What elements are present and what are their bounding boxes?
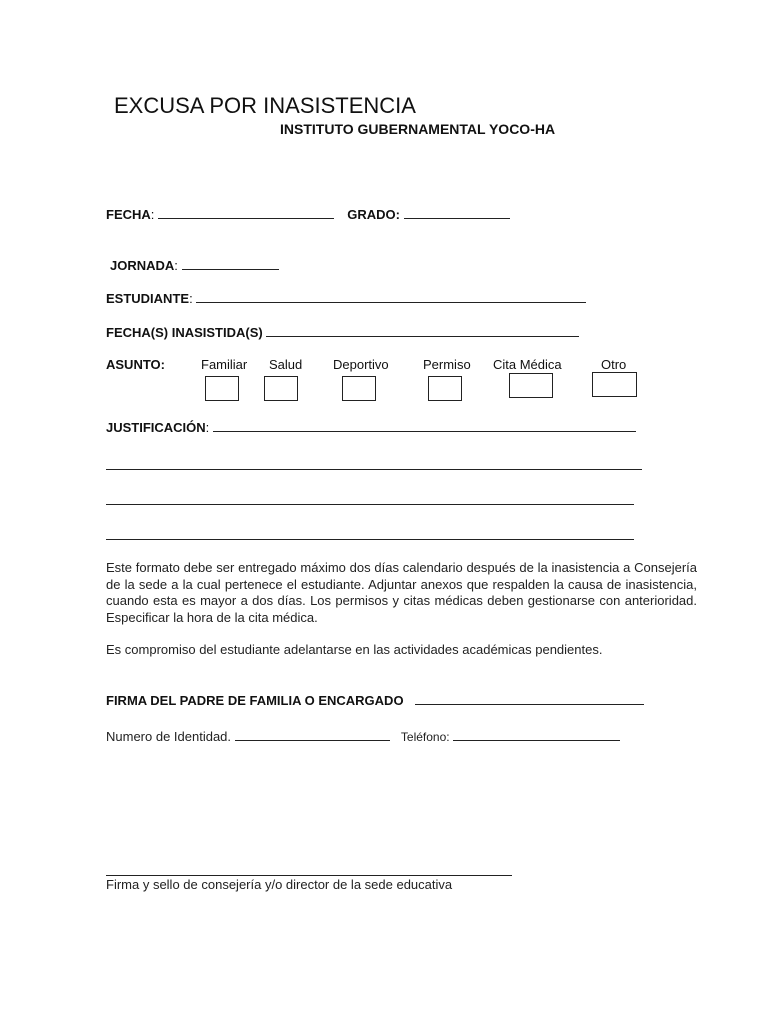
jornada-label: JORNADA <box>110 258 175 273</box>
option-familiar-label: Familiar <box>201 357 248 372</box>
justificacion-line-2[interactable] <box>106 469 642 470</box>
estudiante-field[interactable] <box>196 290 586 303</box>
fechas-inasistidas-field[interactable] <box>266 324 579 337</box>
option-salud-label: Salud <box>269 357 303 372</box>
jornada-field[interactable] <box>182 257 279 270</box>
grado-label: GRADO: <box>347 207 400 222</box>
identity-field[interactable] <box>235 728 390 741</box>
parent-signature-row <box>106 692 644 709</box>
option-permiso-label: Permiso <box>423 357 471 372</box>
option-otro-label: Otro <box>601 357 627 372</box>
jornada-row: JORNADA: <box>110 257 279 274</box>
phone-label: Teléfono: <box>400 730 450 744</box>
grado-field[interactable] <box>404 206 510 219</box>
checkbox-cita-medica[interactable] <box>509 373 553 398</box>
option-deportivo-label: Deportivo <box>333 357 389 372</box>
counselor-signature-label: Firma y sello de consejería y/o director de la sede educativa <box>106 877 453 892</box>
institution-name: INSTITUTO GUBERNAMENTAL YOCO-HA <box>280 121 556 137</box>
checkbox-salud[interactable] <box>264 376 298 401</box>
fecha-field[interactable] <box>158 206 334 219</box>
identity-label: Numero de Identidad. <box>106 729 232 744</box>
phone-field[interactable] <box>453 728 620 741</box>
fecha-label: FECHA <box>106 207 151 222</box>
parent-signature-label: FIRMA DEL PADRE DE FAMILIA O ENCARGADO <box>106 693 404 708</box>
justificacion-field[interactable] <box>213 419 636 432</box>
fecha-grado-row: FECHA: GRADO: <box>106 206 510 223</box>
estudiante-row: ESTUDIANTE: <box>106 290 586 307</box>
option-cita-medica-label: Cita Médica <box>493 357 562 372</box>
checkbox-deportivo[interactable] <box>342 376 376 401</box>
checkbox-otro[interactable] <box>592 372 637 397</box>
estudiante-label: ESTUDIANTE <box>106 291 190 306</box>
checkbox-permiso[interactable] <box>428 376 462 401</box>
fechas-inasistidas-label: FECHA(S) INASISTIDA(S) <box>106 325 263 340</box>
fechas-inasistidas-row <box>106 324 579 341</box>
asunto-label: ASUNTO: <box>106 357 165 372</box>
instructions-paragraph: Este formato debe ser entregado máximo dos días calendario después de la inasistencia a Consejería de la sede a la cual pertenece el estudiante. Adjuntar anexos que respalden la causa de inasistencia, cuando esta es mayor a dos días. Los permisos y citas médicas deben gestionarse con anterioridad. Especificar la hora de la cita médica. <box>106 560 697 625</box>
commitment-paragraph: Es compromiso del estudiante adelantarse en las actividades académicas pendientes. <box>106 642 603 657</box>
identity-phone-row <box>106 728 620 745</box>
justificacion-row: JUSTIFICACIÓN: <box>106 419 636 436</box>
checkbox-familiar[interactable] <box>205 376 239 401</box>
counselor-signature-line[interactable] <box>106 875 512 876</box>
parent-signature-field[interactable] <box>415 692 644 705</box>
justificacion-label: JUSTIFICACIÓN <box>106 420 206 435</box>
document-title: EXCUSA POR INASISTENCIA <box>114 93 416 118</box>
justificacion-line-4[interactable] <box>106 539 634 540</box>
justificacion-line-3[interactable] <box>106 504 634 505</box>
